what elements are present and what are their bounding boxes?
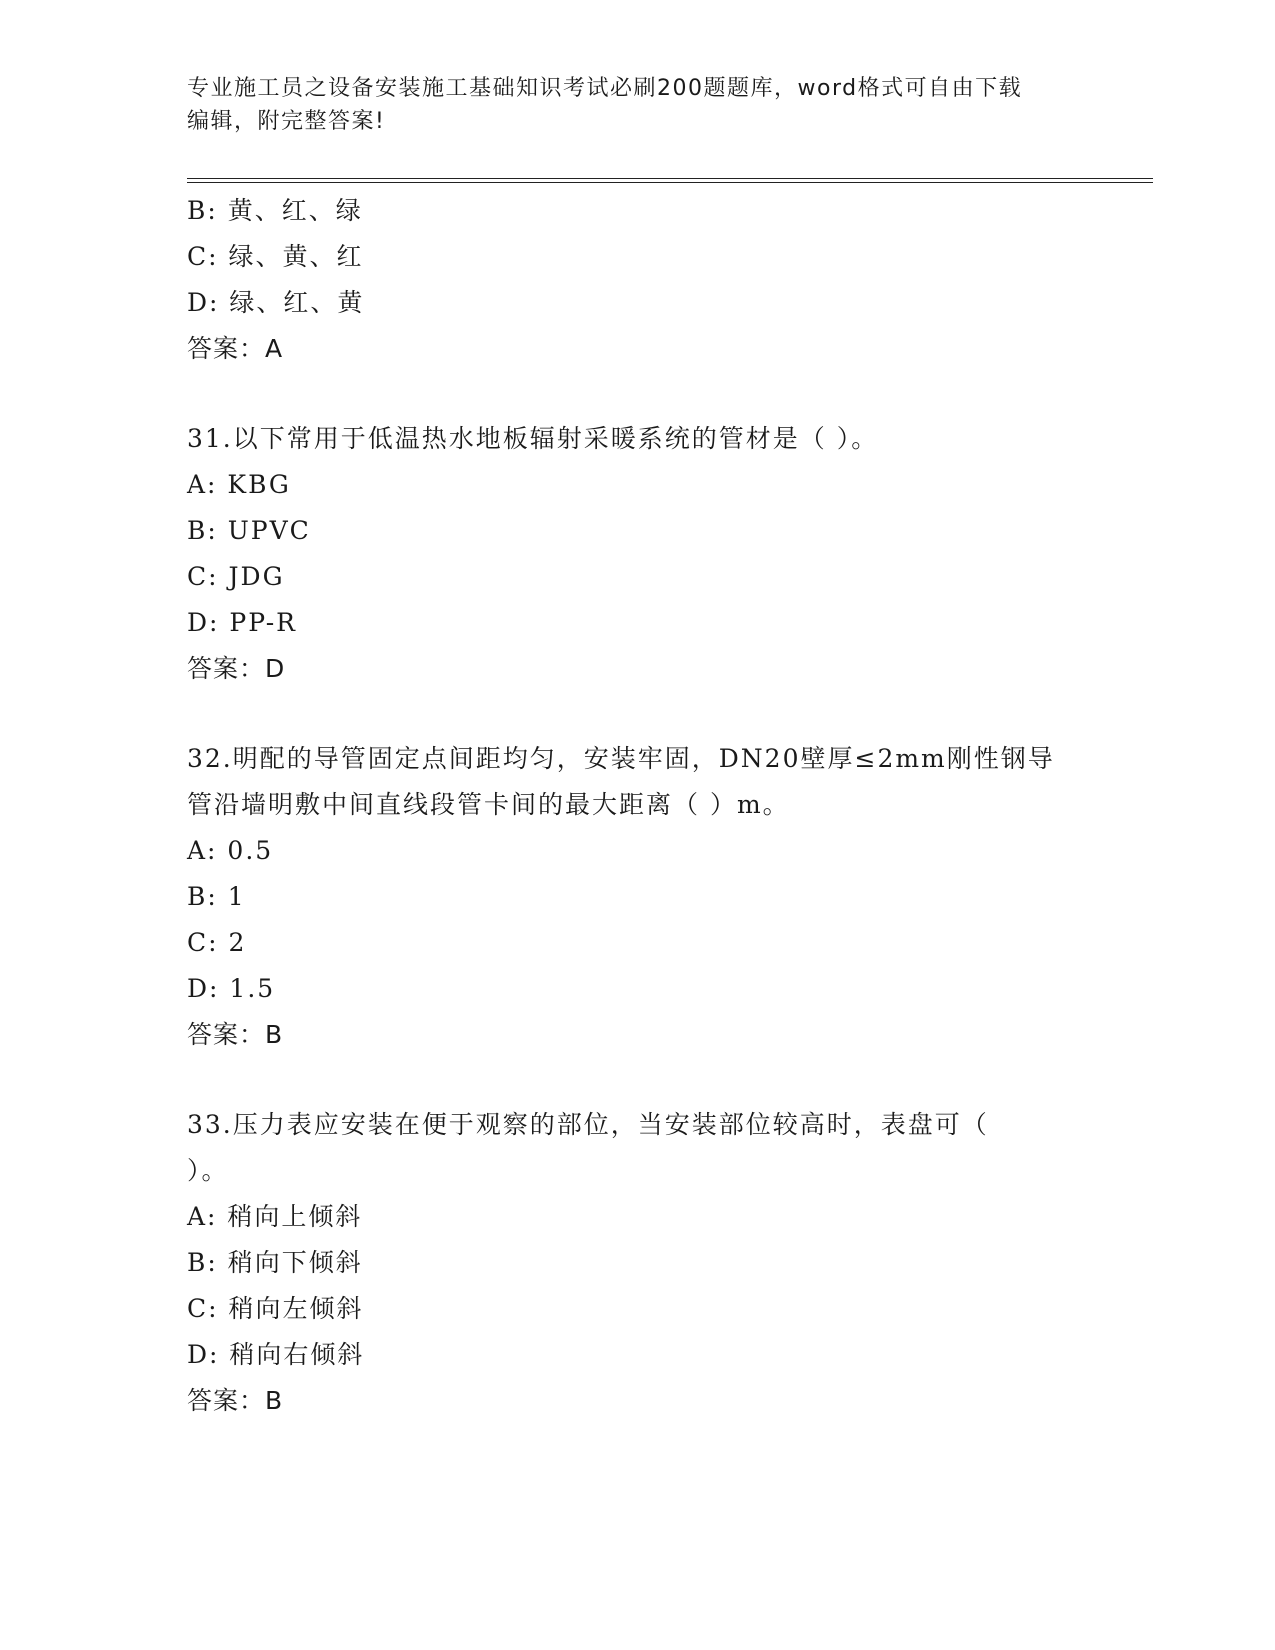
option-a: A: 稍向上倾斜 (187, 1202, 363, 1231)
document-header (187, 72, 1067, 138)
option-b: B: UPVC (187, 516, 311, 545)
question-30-tail (187, 188, 1087, 372)
answer-label: 答案：A (187, 334, 284, 363)
question-stem (187, 416, 1087, 462)
header-line-1: 专业施工员之设备安装施工基础知识考试必刷200题题库，word格式可自由下载 (187, 76, 1023, 101)
question-stem (187, 1102, 1087, 1194)
option-c: C: 2 (187, 928, 247, 957)
stem-line: 33.压力表应安装在便于观察的部位，当安装部位较高时，表盘可（ (187, 1110, 989, 1139)
header-line-2: 编辑，附完整答案! (187, 109, 386, 134)
stem-line: 31.以下常用于低温热水地板辐射采暖系统的管材是（ ）。 (187, 424, 879, 453)
option-c: C: JDG (187, 562, 285, 591)
question-33 (187, 1102, 1087, 1424)
option-a: A: 0.5 (187, 836, 274, 865)
option-d: D: 1.5 (187, 974, 276, 1003)
question-list (187, 188, 1087, 1424)
option-b: B: 稍向下倾斜 (187, 1248, 363, 1277)
option-b: B: 1 (187, 882, 246, 911)
question-32 (187, 736, 1087, 1058)
option-a: A: KBG (187, 470, 291, 499)
option-d: D: 绿、红、黄 (187, 288, 365, 317)
option-d: D: 稍向右倾斜 (187, 1340, 365, 1369)
question-stem (187, 736, 1087, 828)
option-d: D: PP-R (187, 608, 297, 637)
option-b: B: 黄、红、绿 (187, 196, 363, 225)
stem-line: 32.明配的导管固定点间距均匀，安装牢固，DN20壁厚≤2mm刚性钢导 (187, 744, 1055, 773)
answer-label: 答案：D (187, 654, 286, 683)
question-31 (187, 416, 1087, 692)
stem-line: 管沿墙明敷中间直线段管卡间的最大距离（ ）m。 (187, 790, 790, 819)
answer-label: 答案：B (187, 1020, 284, 1049)
option-c: C: 绿、黄、红 (187, 242, 364, 271)
stem-line: ）。 (187, 1156, 229, 1185)
option-c: C: 稍向左倾斜 (187, 1294, 364, 1323)
answer-label: 答案：B (187, 1386, 284, 1415)
header-divider-top (187, 178, 1153, 179)
header-divider-bottom (187, 182, 1153, 183)
